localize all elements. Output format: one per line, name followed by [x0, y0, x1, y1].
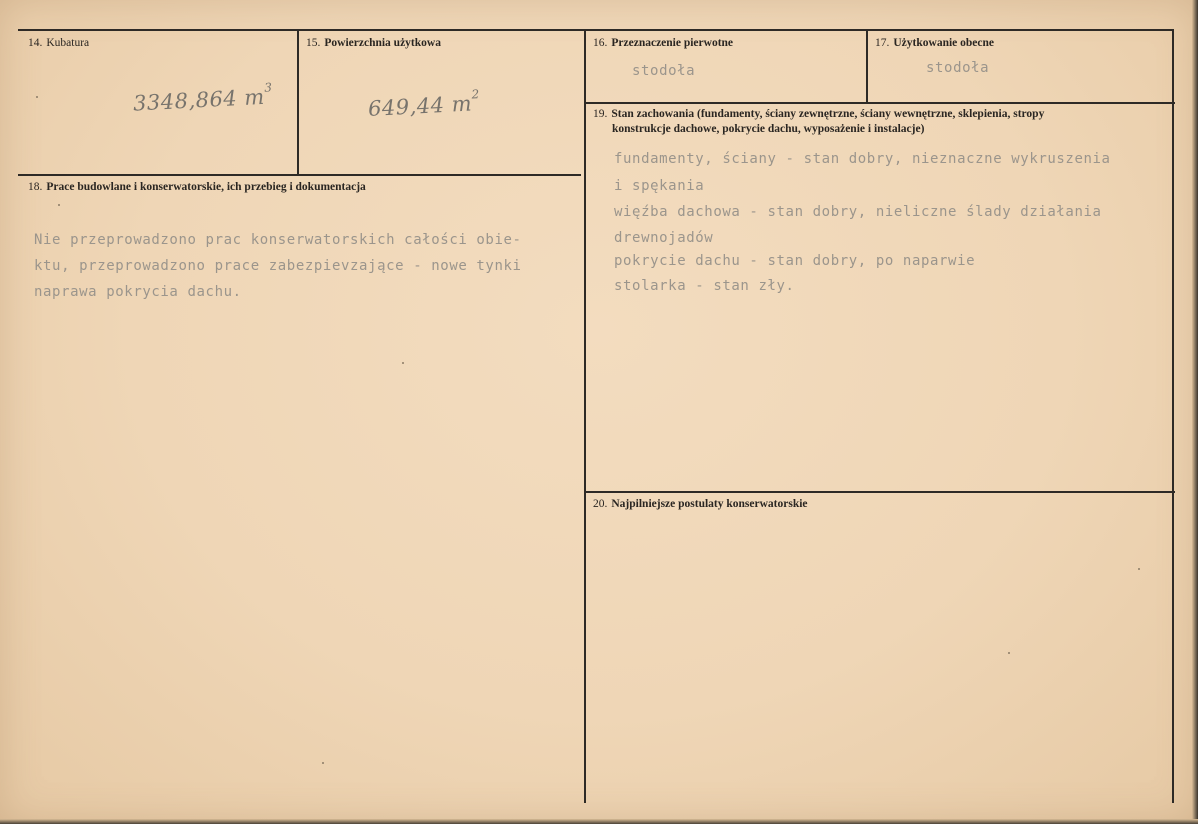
field-14-value: 3348,864 $m^3$ [132, 80, 273, 116]
field-19-text-line-6: stolarka - stan zły. [614, 278, 795, 294]
field-18-label: 18. Prace budowlane i konserwatorskie, ich przebieg i dokumentacja [28, 181, 366, 193]
card-edge-bottom [0, 819, 1198, 824]
field-14-label: 14. Kubatura [28, 37, 90, 49]
field-16-label: 16. Przeznaczenie pierwotne [593, 37, 734, 49]
field-19-text-line-5: pokrycie dachu - stan dobry, po naparwie [614, 253, 976, 269]
field-18-text-line-2: ktu, przeprowadzono prace zabezpievzające - nowe tynki [34, 258, 522, 274]
field-18-text-line-1: Nie przeprowadzono prac konserwatorskich całości obie- [34, 232, 522, 248]
rule-below-19 [586, 491, 1175, 493]
field-19-text-line-2: i spękania [614, 178, 705, 194]
paper-speck [402, 362, 404, 364]
card-edge-right [1192, 0, 1198, 824]
field-19-text-line-3: więźba dachowa - stan dobry, nieliczne ślady działania [614, 204, 1102, 220]
field-15-label: 15. Powierzchnia użytkowa [306, 37, 441, 49]
field-19-label-line-2: konstrukcje dachowe, pokrycie dachu, wyposażenie i instalacje) [612, 123, 925, 135]
paper-speck [36, 96, 38, 98]
right-border [1172, 29, 1174, 803]
top-rule [18, 29, 1173, 31]
rule-below-16-17 [586, 102, 1175, 104]
field-18-text-line-3: naprawa pokrycia dachu. [34, 284, 242, 300]
paper-speck [1138, 568, 1140, 570]
paper-speck [1008, 652, 1010, 654]
field-16-value: stodoła [632, 63, 696, 79]
field-17-value: stodoła [926, 60, 990, 76]
field-19-label: 19. Stan zachowania (fundamenty, ściany zewnętrzne, ściany wewnętrzne, sklepienia, stropy [593, 108, 1045, 120]
divider-14-15 [297, 29, 299, 175]
field-19-text-line-4: drewnojadów [614, 230, 714, 246]
divider-16-17 [866, 29, 868, 103]
field-15-value: 649,44 $m^2$ [367, 87, 481, 121]
field-19-text-line-1: fundamenty, ściany - stan dobry, nieznaczne wykruszenia [614, 151, 1111, 167]
field-17-label: 17. Użytkowanie obecne [875, 37, 994, 49]
divider-main [584, 29, 586, 803]
paper-speck [322, 762, 324, 764]
field-20-label: 20. Najpilniejsze postulaty konserwatorskie [593, 498, 808, 510]
rule-below-14-15 [18, 174, 581, 176]
paper-speck [58, 204, 60, 206]
